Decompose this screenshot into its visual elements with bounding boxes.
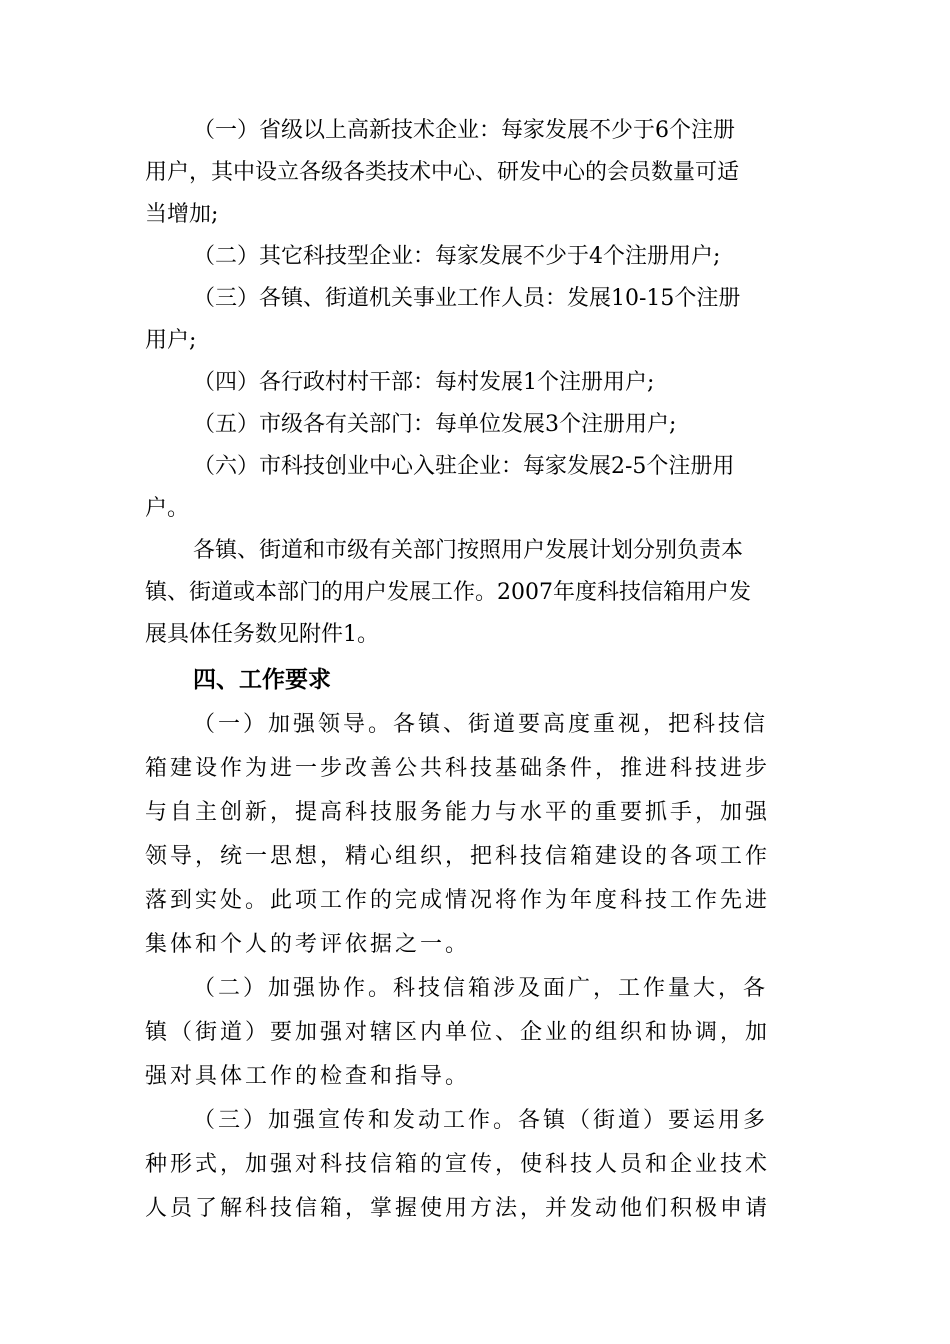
- body-text-line: 各镇、街道和市级有关部门按照用户发展计划分别负责本: [193, 538, 744, 563]
- body-text-line: 当增加;: [145, 202, 219, 227]
- body-text-line: 种形式，加强对科技信箱的宣传，使科技人员和企业技术: [145, 1152, 771, 1177]
- body-text-line: 镇、街道或本部门的用户发展工作。2007年度科技信箱用户发: [145, 580, 751, 605]
- body-text-line: 箱建设作为进一步改善公共科技基础条件，推进科技进步: [145, 756, 771, 781]
- body-text-line: 领导，统一思想，精心组织，把科技信箱建设的各项工作: [145, 844, 771, 869]
- body-text-line: （三）加强宣传和发动工作。各镇（街道）要运用多: [193, 1108, 769, 1133]
- section-heading: 四、工作要求: [193, 667, 331, 693]
- body-text-line: 人员了解科技信箱，掌握使用方法，并发动他们积极申请: [145, 1196, 771, 1221]
- body-text-line: （三）各镇、街道机关事业工作人员：发展10-15个注册: [193, 286, 741, 311]
- body-text-line: （五）市级各有关部门：每单位发展3个注册用户;: [193, 412, 677, 437]
- body-text-line: 用户;: [145, 328, 197, 353]
- body-text-line: 展具体任务数见附件1。: [145, 622, 379, 647]
- body-text-line: 强对具体工作的检查和指导。: [145, 1064, 471, 1089]
- body-text-line: 镇（街道）要加强对辖区内单位、企业的组织和协调，加: [145, 1020, 771, 1045]
- body-text-line: （二）加强协作。科技信箱涉及面广，工作量大，各: [193, 976, 769, 1001]
- body-text-line: 落到实处。此项工作的完成情况将作为年度科技工作先进: [145, 888, 771, 913]
- body-text-line: 用户，其中设立各级各类技术中心、研发中心的会员数量可适: [145, 160, 740, 185]
- body-text-line: 集体和个人的考评依据之一。: [145, 932, 471, 957]
- body-text-line: 户。: [145, 496, 190, 521]
- body-text-line: 与自主创新，提高科技服务能力与水平的重要抓手，加强: [145, 800, 771, 825]
- body-text-line: （二）其它科技型企业：每家发展不少于4个注册用户;: [193, 244, 721, 269]
- body-text-line: （六）市科技创业中心入驻企业：每家发展2-5个注册用: [193, 454, 735, 479]
- body-text-line: （一）加强领导。各镇、街道要高度重视，把科技信: [193, 712, 769, 737]
- body-text-line: （四）各行政村村干部：每村发展1个注册用户;: [193, 370, 655, 395]
- body-text-line: （一）省级以上高新技术企业：每家发展不少于6个注册: [193, 118, 735, 143]
